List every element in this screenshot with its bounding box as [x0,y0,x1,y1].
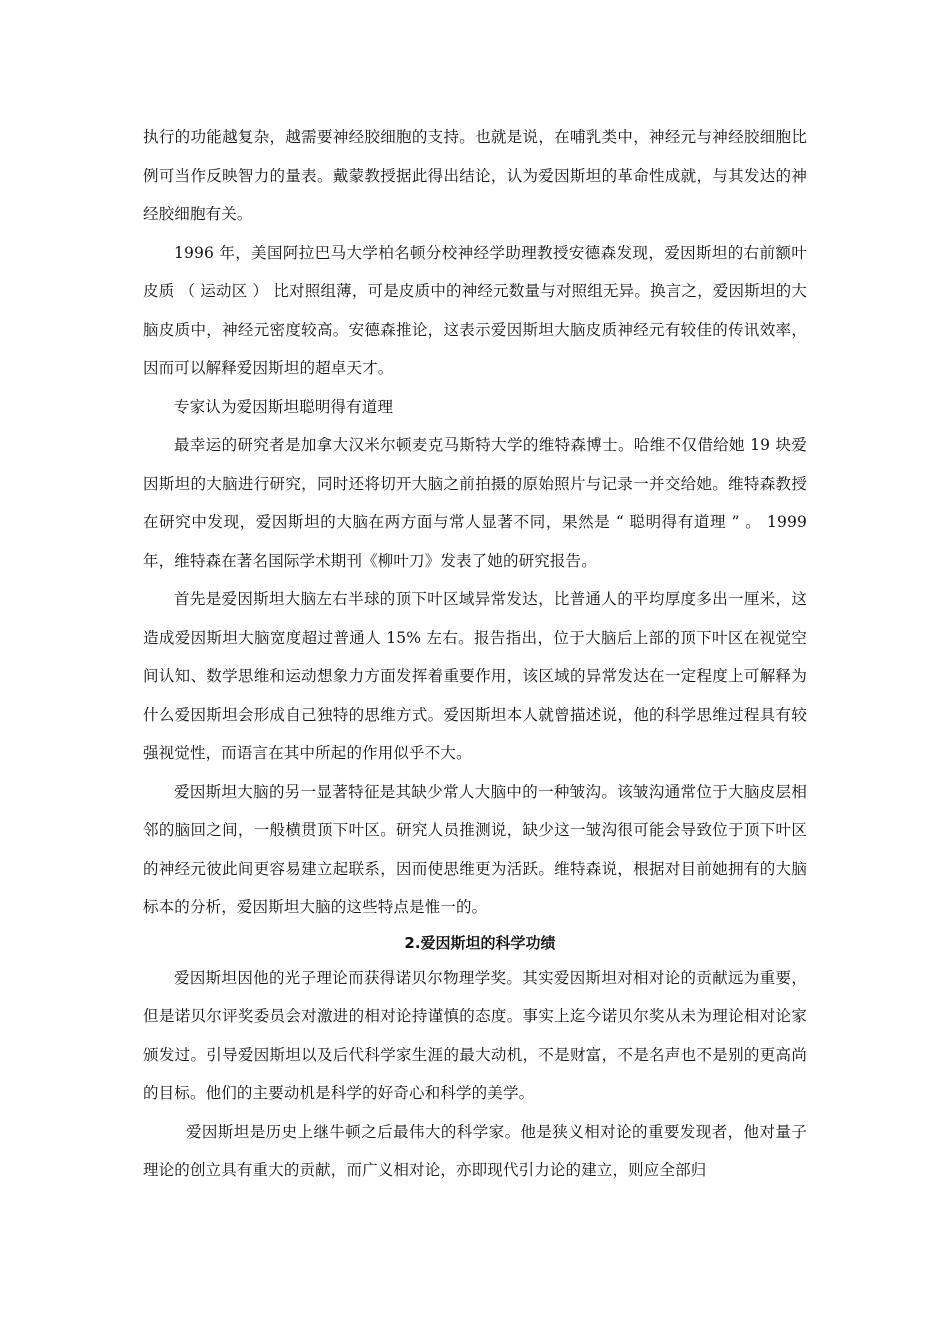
document-page [143,118,807,1190]
paragraph-witelson-research: 最幸运的研究者是加拿大汉米尔顿麦克马斯特大学的维特森博士。哈维不仅借给她 19 块爱因斯坦的大脑进行研究，同时还将切开大脑之前拍摄的原始照片与记录一并交给她。维特森教授在研究中发现，爱因斯坦的大脑在两方面与常人显著不同，果然是 “ 聪明得有道理 ” 。 1999 年，维特森在著名国际学术期刊《柳叶刀》发表了她的研究报告。 [143,436,807,570]
paragraph-greatest-scientist: 爱因斯坦是历史上继牛顿之后最伟大的科学家。他是狭义相对论的重要发现者，他对量子理论的创立具有重大的贡献，而广义相对论，亦即现代引力论的建立，则应全部归 [143,1122,807,1179]
paragraph-sulcus: 爱因斯坦大脑的另一显著特征是其缺少常人大脑中的一种皱沟。该皱沟通常位于大脑皮层相邻的脑回之间，一般横贯顶下叶区。研究人员推测说，缺少这一皱沟很可能会导致位于顶下叶区的神经元彼此间更容易建立起联系，因而使思维更为活跃。维特森说，根据对目前她拥有的大脑标本的分析，爱因斯坦大脑的这些特点是惟一的。 [143,782,807,916]
paragraph-subheading: 专家认为爱因斯坦聪明得有道理 [174,397,394,416]
paragraph-anderson-1996: 1996 年，美国阿拉巴马大学柏名顿分校神经学助理教授安德森发现，爱因斯坦的右前额叶皮质 （ 运动区 ） 比对照组薄，可是皮质中的神经元数量与对照组无异。换言之，爱因斯坦的大脑皮质中，神经元密度较高。安德森推论，这表示爱因斯坦大脑皮质神经元有较佳的传讯效率，因而可以解释爱因斯坦的超卓天才。 [143,243,807,377]
paragraph-glial-cells: 执行的功能越复杂，越需要神经胶细胞的支持。也就是说，在哺乳类中，神经元与神经胶细胞比例可当作反映智力的量表。戴蒙教授据此得出结论，认为爱因斯坦的革命性成就，与其发达的神经胶细胞有关。 [143,128,807,223]
paragraph-nobel-prize: 爱因斯坦因他的光子理论而获得诺贝尔物理学奖。其实爱因斯坦对相对论的贡献远为重要，但是诺贝尔评奖委员会对激进的相对论持谨慎的态度。事实上迄今诺贝尔奖从未为理论相对论家颁发过。引导爱因斯坦以及后代科学家生涯的最大动机，不是财富，不是名声也不是别的更高尚的目标。他们的主要动机是科学的好奇心和科学的美学。 [143,968,807,1102]
paragraph-parietal-lobe: 首先是爱因斯坦大脑左右半球的顶下叶区域异常发达，比普通人的平均厚度多出一厘米，这造成爱因斯坦大脑宽度超过普通人 15% 左右。报告指出，位于大脑后上部的顶下叶区在视觉空间认知、数学思维和运动想象力方面发挥着重要作用，该区域的异常发达在一定程度上可解释为什么爱因斯坦会形成自己独特的思维方式。爱因斯坦本人就曾描述说，他的科学思维过程具有较强视觉性，而语言在其中所起的作用似乎不大。 [143,590,807,762]
section-title: 2.爱因斯坦的科学功绩 [404,933,556,952]
